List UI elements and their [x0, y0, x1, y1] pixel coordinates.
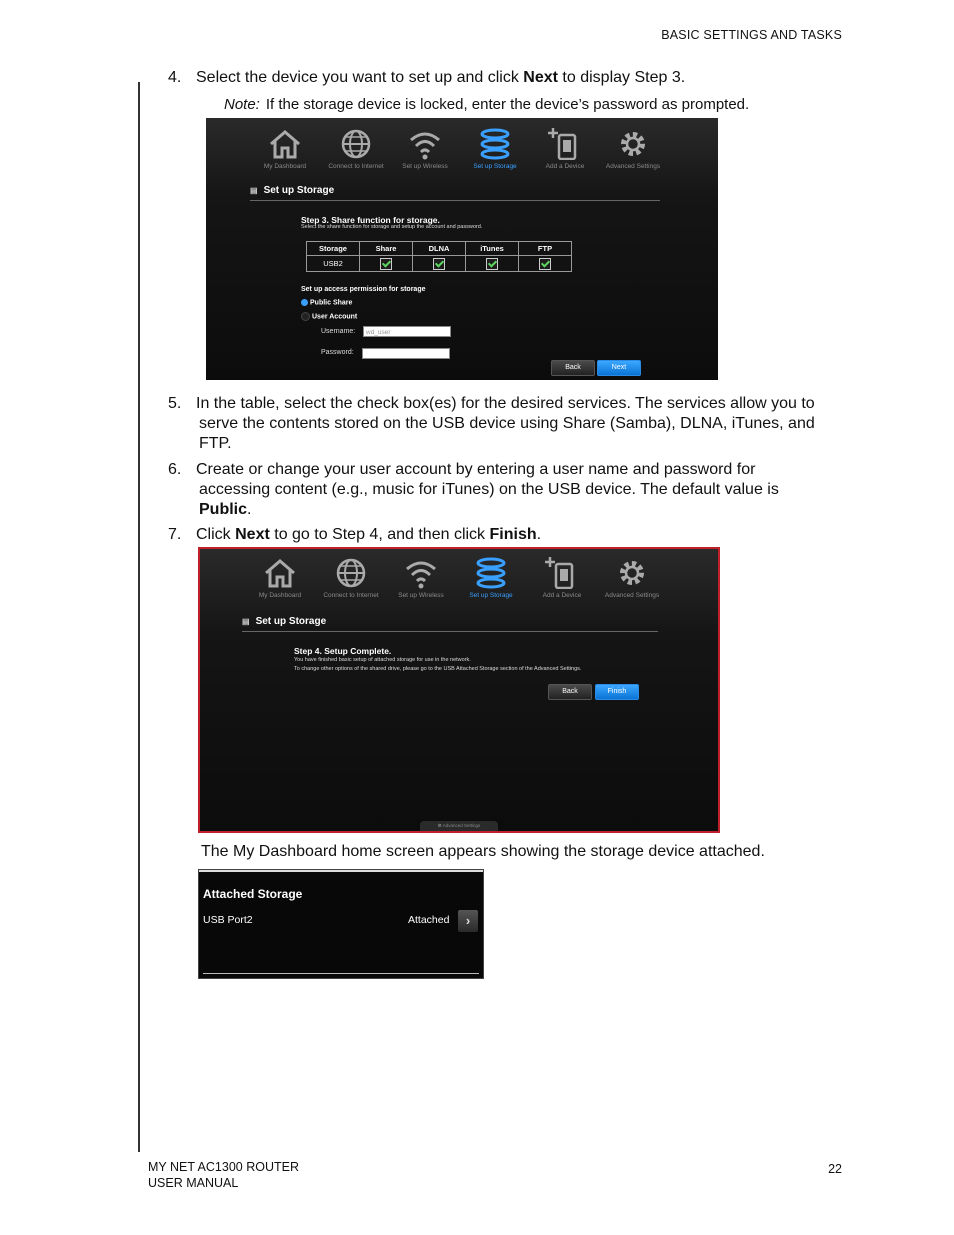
gear-icon: ⚙ — [437, 823, 443, 828]
itunes-checkbox-cell — [466, 256, 519, 272]
nav-item-dashboard[interactable] — [245, 557, 315, 599]
section-title — [250, 185, 334, 196]
attached-storage-title: Attached Storage — [203, 887, 303, 901]
running-header: BASIC SETTINGS AND TASKS — [661, 28, 842, 42]
nav-label: Set up Wireless — [402, 163, 448, 170]
dashboard-caption: The My Dashboard home screen appears showing the storage device attached. — [201, 843, 765, 860]
nav-label: My Dashboard — [263, 163, 307, 170]
nav-bar — [200, 557, 718, 607]
nav-label: My Dashboard — [258, 592, 302, 599]
nav-item-advanced[interactable] — [597, 557, 667, 599]
step-number: 4. — [168, 69, 182, 86]
back-button[interactable]: Back — [551, 360, 595, 376]
step-number: 7. — [168, 526, 182, 543]
section-title-text: Set up Storage — [255, 616, 327, 627]
nav-label: Add a Device — [545, 163, 585, 170]
step-title: Step 4. Setup Complete. — [294, 646, 392, 656]
nav-item-wireless[interactable] — [386, 557, 456, 599]
complete-line-1: You have finished basic setup of attached storage for use in the network. — [294, 657, 471, 663]
nav-label: Set up Storage — [469, 592, 513, 599]
section-divider — [250, 200, 660, 201]
nav-label: Set up Wireless — [398, 592, 444, 599]
storage-cell: USB2 — [307, 256, 360, 272]
step-text-line — [199, 500, 251, 520]
step-text-pre: Select the device you want to set up and click — [196, 69, 524, 86]
step-text-line: serve the contents stored on the USB device using Share (Samba), DLNA, iTunes, and — [199, 415, 815, 432]
step-text-mid: to go to Step 4, and then click — [269, 526, 490, 543]
house-icon — [262, 557, 298, 589]
footer-product: MY NET AC1300 ROUTER — [148, 1160, 299, 1174]
ftp-checkbox-cell — [519, 256, 572, 272]
table-header-row — [307, 242, 572, 256]
step-6 — [168, 460, 858, 522]
itunes-checkbox[interactable] — [486, 258, 498, 270]
public-share-option[interactable] — [301, 299, 352, 306]
step-text-post: to display Step 3. — [557, 69, 686, 86]
username-label: Username: — [321, 328, 356, 335]
option-label: Public Share — [310, 299, 353, 307]
margin-rule — [138, 82, 140, 1152]
table-header: iTunes — [466, 242, 519, 256]
step-description: Select the share function for storage and setup the account and password. — [301, 224, 483, 230]
share-checkbox[interactable] — [380, 258, 392, 270]
add-device-icon — [544, 557, 580, 589]
step-text-post: . — [536, 526, 542, 543]
nav-item-storage[interactable] — [460, 128, 530, 170]
step-text-bold: Next — [235, 526, 270, 543]
section-divider — [242, 631, 658, 632]
nav-item-dashboard[interactable] — [250, 128, 320, 170]
footer-doc-type: USER MANUAL — [148, 1176, 239, 1190]
table-row — [307, 256, 572, 272]
footer — [148, 1159, 299, 1191]
nav-item-add-device[interactable] — [530, 128, 600, 170]
nav-item-add-device[interactable] — [527, 557, 597, 599]
nav-item-internet[interactable] — [316, 557, 386, 599]
password-input[interactable] — [362, 348, 450, 359]
attached-status: Attached — [408, 914, 450, 926]
advanced-settings-tab[interactable] — [420, 821, 498, 831]
nav-label: Add a Device — [542, 592, 582, 599]
storage-icon — [473, 557, 509, 589]
next-button[interactable]: Next — [597, 360, 641, 376]
wifi-icon — [403, 557, 439, 589]
step-text-bold: Finish — [489, 526, 537, 543]
table-header: Storage — [307, 242, 360, 256]
password-label: Password: — [321, 349, 354, 356]
chevron-right-icon[interactable]: › — [458, 910, 478, 932]
back-button[interactable]: Back — [548, 684, 592, 700]
house-icon — [267, 128, 303, 160]
bottom-divider — [203, 973, 479, 974]
share-checkbox-cell — [360, 256, 413, 272]
step-text-bold: Public — [199, 501, 248, 518]
step-text — [196, 525, 541, 545]
storage-share-table — [306, 241, 572, 272]
globe-icon — [333, 557, 369, 589]
section-title-text: Set up Storage — [263, 185, 335, 196]
dlna-checkbox-cell — [413, 256, 466, 272]
screenshot-dashboard — [198, 869, 484, 979]
finish-button[interactable]: Finish — [595, 684, 639, 700]
nav-item-wireless[interactable] — [390, 128, 460, 170]
wifi-icon — [407, 128, 443, 160]
step-text-line: FTP. — [199, 435, 232, 452]
option-label: User Account — [312, 313, 358, 321]
section-title — [242, 616, 326, 627]
gear-icon — [614, 557, 650, 589]
step-text-line: accessing content (e.g., music for iTunes) on the USB device. The default value is — [199, 481, 779, 498]
step-text-post: . — [247, 501, 252, 518]
usb-port-label: USB Port2 — [203, 914, 253, 926]
radio-selected[interactable] — [301, 299, 308, 306]
nav-label: Set up Storage — [473, 163, 517, 170]
nav-label: Advanced Settings — [604, 592, 660, 599]
step-title: Step 3. Share function for storage. — [301, 215, 440, 225]
table-header: DLNA — [413, 242, 466, 256]
complete-line-2: To change other options of the shared drive, please go to the USB Attached Storage section of the Advanced Settings. — [294, 666, 582, 672]
step-text-pre: Click — [196, 526, 236, 543]
note-label: Note: — [224, 96, 260, 113]
nav-bar — [206, 128, 718, 178]
storage-icon — [477, 128, 513, 160]
gear-icon — [615, 128, 651, 160]
screenshot-step4 — [198, 547, 720, 833]
add-device-icon — [547, 128, 583, 160]
ftp-checkbox[interactable] — [539, 258, 551, 270]
step-5 — [168, 394, 858, 456]
step-text — [196, 68, 685, 88]
user-account-option[interactable] — [301, 312, 357, 321]
nav-label: Connect to Internet — [323, 592, 379, 599]
nav-item-advanced[interactable] — [598, 128, 668, 170]
list-icon: ▤ — [242, 617, 250, 626]
step-text-line: In the table, select the check box(es) for the desired services. The services allow you to — [196, 395, 815, 412]
step-text-line: Create or change your user account by entering a user name and password for — [196, 461, 756, 478]
list-icon: ▤ — [250, 186, 258, 195]
step-number: 5. — [168, 395, 182, 412]
radio-unselected[interactable] — [301, 312, 310, 321]
note-text: If the storage device is locked, enter the device’s password as prompted. — [265, 96, 750, 113]
screenshot-step3 — [206, 118, 718, 380]
nav-label: Connect to Internet — [328, 163, 384, 170]
nav-label: Advanced Settings — [605, 163, 661, 170]
step-text-bold: Next — [523, 69, 558, 86]
step-number: 6. — [168, 461, 182, 478]
table-header: FTP — [519, 242, 572, 256]
nav-item-storage[interactable] — [456, 557, 526, 599]
username-input[interactable]: wd_user — [363, 326, 451, 337]
table-header: Share — [360, 242, 413, 256]
dlna-checkbox[interactable] — [433, 258, 445, 270]
access-title: Set up access permission for storage — [301, 286, 426, 293]
note — [224, 96, 749, 113]
top-border — [199, 870, 483, 872]
globe-icon — [338, 128, 374, 160]
nav-item-internet[interactable] — [321, 128, 391, 170]
page-number: 22 — [828, 1162, 842, 1176]
tab-label: Advanced Settings — [442, 823, 481, 828]
